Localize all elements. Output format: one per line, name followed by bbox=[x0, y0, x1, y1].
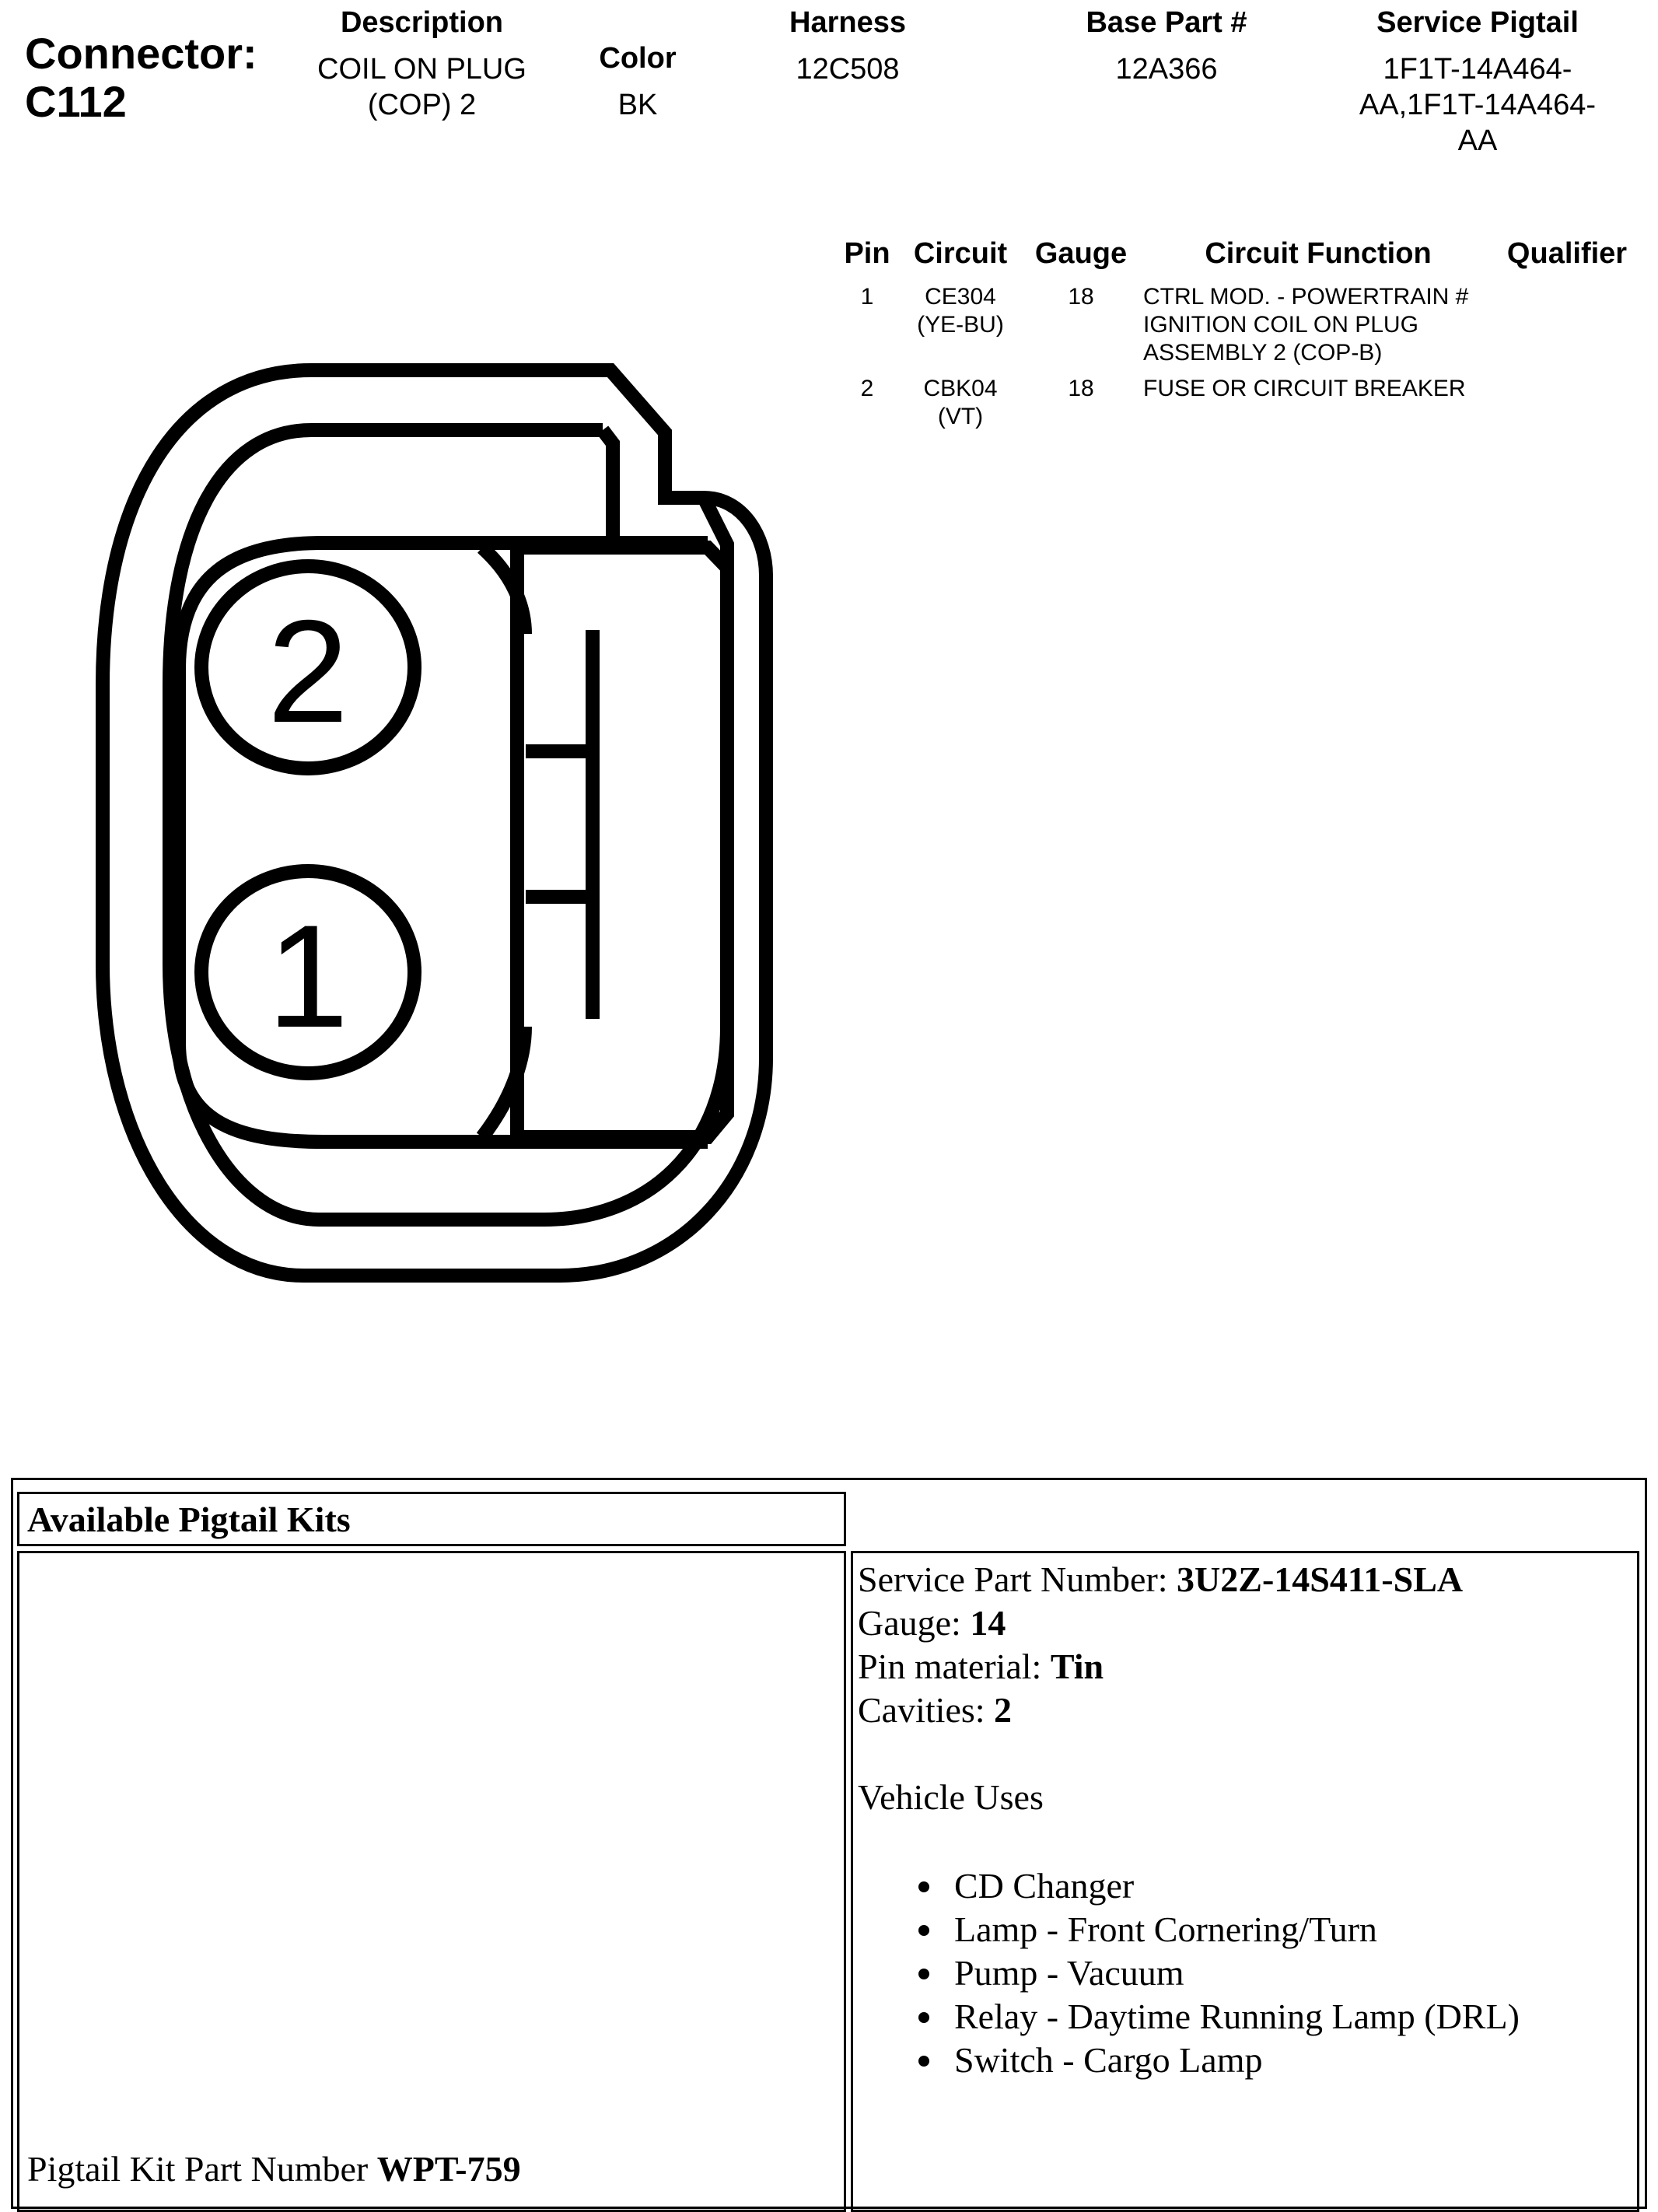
row2-function-line1: FUSE OR CIRCUIT BREAKER bbox=[1143, 376, 1466, 401]
bullet-icon bbox=[918, 2056, 929, 2067]
description-header: Description bbox=[340, 6, 504, 39]
pin-material-value: Tin bbox=[1050, 1647, 1104, 1686]
gauge-line bbox=[858, 1601, 1635, 1645]
service-part-label: Service Part Number: bbox=[858, 1559, 1177, 1599]
kits-title-cell bbox=[17, 1492, 846, 1546]
circuit-col-header: Circuit bbox=[913, 237, 1008, 270]
gauge-label: Gauge: bbox=[858, 1603, 971, 1643]
pin-cavity-frame bbox=[179, 543, 708, 1142]
cavities-value: 2 bbox=[994, 1690, 1013, 1730]
service-pigtail-line1: 1F1T-14A464- bbox=[1383, 53, 1572, 86]
vehicle-uses-list bbox=[858, 1864, 1635, 2082]
base-part-value: 12A366 bbox=[1115, 53, 1218, 86]
pin-2-label: 2 bbox=[267, 590, 349, 753]
connector-label: Connector: bbox=[25, 29, 257, 78]
vehicle-use-text: CD Changer bbox=[954, 1866, 1135, 1906]
list-item bbox=[858, 2039, 1635, 2082]
color-header: Color bbox=[599, 42, 677, 75]
row1-function-line1: CTRL MOD. - POWERTRAIN # bbox=[1143, 284, 1469, 310]
service-pigtail-line2: AA,1F1T-14A464- bbox=[1359, 89, 1597, 121]
gauge-value: 14 bbox=[970, 1603, 1006, 1643]
function-col-header: Circuit Function bbox=[1205, 237, 1432, 270]
list-item bbox=[858, 1951, 1635, 1995]
vehicle-uses-heading: Vehicle Uses bbox=[858, 1777, 1044, 1817]
bullet-icon bbox=[918, 1925, 929, 1936]
cavities-label: Cavities: bbox=[858, 1690, 995, 1730]
row1-pin: 1 bbox=[860, 284, 874, 310]
vehicle-use-text: Switch - Cargo Lamp bbox=[954, 2040, 1263, 2080]
kit-part-label: Pigtail Kit Part Number bbox=[27, 2149, 377, 2189]
row2-pin: 2 bbox=[860, 376, 874, 401]
key-block bbox=[482, 548, 727, 1137]
qualifier-col-header: Qualifier bbox=[1506, 237, 1628, 270]
harness-header: Harness bbox=[789, 6, 906, 39]
color-value: BK bbox=[617, 89, 658, 121]
description-line2: (COP) 2 bbox=[367, 89, 477, 121]
connector-face-diagram bbox=[0, 342, 824, 1307]
vehicle-use-text: Lamp - Front Cornering/Turn bbox=[954, 1909, 1377, 1949]
row2-gauge: 18 bbox=[1068, 376, 1094, 401]
cavities-line bbox=[858, 1689, 1635, 1732]
bullet-icon bbox=[918, 1969, 929, 1979]
vehicle-use-text: Relay - Daytime Running Lamp (DRL) bbox=[954, 1997, 1520, 2036]
list-item bbox=[858, 1864, 1635, 1908]
pin-1-label: 1 bbox=[267, 894, 349, 1058]
row2-circuit: CBK04 bbox=[923, 376, 998, 401]
row1-function-line2: IGNITION COIL ON PLUG bbox=[1143, 312, 1418, 338]
harness-value: 12C508 bbox=[796, 53, 900, 86]
pin-material-line bbox=[858, 1645, 1635, 1689]
gauge-col-header: Gauge bbox=[1034, 237, 1128, 270]
list-item bbox=[858, 1995, 1635, 2039]
kits-title: Available Pigtail Kits bbox=[27, 1500, 351, 1539]
bullet-icon bbox=[918, 1881, 929, 1892]
row2-circuit-color: (VT) bbox=[937, 404, 984, 429]
row1-gauge: 18 bbox=[1068, 284, 1094, 310]
pin-col-header: Pin bbox=[844, 237, 890, 270]
kit-image-cell bbox=[17, 1551, 846, 2212]
service-part-value: 3U2Z-14S411-SLA bbox=[1177, 1559, 1464, 1599]
row1-circuit-color: (YE-BU) bbox=[917, 312, 1004, 338]
vehicle-use-text: Pump - Vacuum bbox=[954, 1953, 1184, 1993]
pin-material-label: Pin material: bbox=[858, 1647, 1051, 1686]
connector-id: C112 bbox=[25, 77, 127, 126]
latch-tab-line bbox=[603, 430, 613, 544]
kit-part-value: WPT-759 bbox=[376, 2149, 521, 2189]
row1-circuit: CE304 bbox=[925, 284, 996, 310]
service-pigtail-header: Service Pigtail bbox=[1376, 6, 1579, 39]
bullet-icon bbox=[918, 2012, 929, 2023]
base-part-header: Base Part # bbox=[1086, 6, 1247, 39]
list-item bbox=[858, 1908, 1635, 1951]
kit-part-number bbox=[27, 2147, 521, 2191]
service-part-line bbox=[858, 1558, 1635, 1601]
service-pigtail-line3: AA bbox=[1457, 124, 1498, 157]
kit-details-cell bbox=[851, 1551, 1639, 2212]
description-line1: COIL ON PLUG bbox=[317, 53, 526, 86]
row1-function-line3: ASSEMBLY 2 (COP-B) bbox=[1143, 340, 1383, 366]
